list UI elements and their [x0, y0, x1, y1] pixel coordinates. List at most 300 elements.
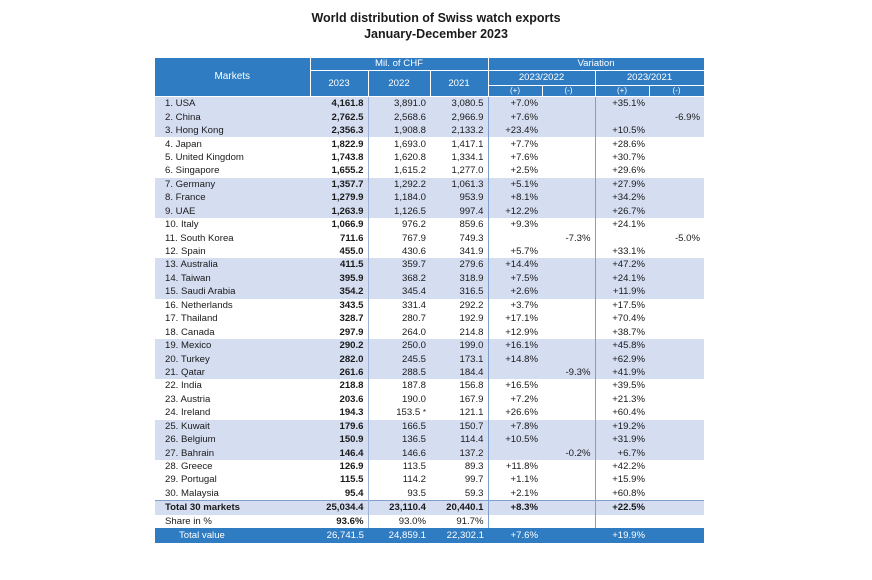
- exports-table: [155, 58, 705, 543]
- value-2021-cell: [430, 325, 488, 338]
- value-2022-cell-text: 976.2: [401, 219, 426, 231]
- value-2021-cell-text: 859.6: [459, 219, 484, 231]
- var-minus-2123-cell: [649, 406, 704, 419]
- total-row: [155, 501, 704, 515]
- share-2023: 93.6%: [310, 515, 368, 528]
- var-plus-2123-cell: [595, 352, 649, 365]
- value-2022-cell: [368, 325, 430, 338]
- value-2023-cell: [310, 218, 368, 231]
- var-minus-2123-cell: [649, 231, 704, 244]
- var-minus-2123-cell: [649, 272, 704, 285]
- value-2023-cell: [310, 151, 368, 164]
- var-minus-2223-cell: [542, 366, 595, 379]
- value-2021-cell-text: 89.3: [464, 461, 484, 473]
- var-plus-2223-cell: [488, 245, 542, 258]
- plus-header-2223: (+): [488, 86, 542, 97]
- total-plus-2123: +22.5%: [595, 501, 649, 515]
- var-minus-2123-cell-text: -6.9%: [674, 111, 701, 123]
- value-2022-cell-text: 245.5: [401, 353, 426, 365]
- value-2023-cell-text: 203.6: [339, 393, 364, 405]
- var-minus-2123-cell: [649, 124, 704, 137]
- market-cell: [155, 124, 310, 137]
- var-minus-2223-cell-text: -7.3%: [565, 232, 591, 244]
- value-2023-cell: [310, 97, 368, 111]
- grand-total-2023: 26,741.5: [310, 528, 368, 543]
- var-plus-2223-cell-text: +16.1%: [505, 340, 539, 352]
- value-2023-cell-text: 1,743.8: [331, 151, 364, 163]
- share-minus-2123: [649, 515, 704, 528]
- var-plus-2223-cell: [488, 420, 542, 433]
- market-cell-text: 24. Ireland: [165, 407, 211, 419]
- var-minus-2123-cell: [649, 352, 704, 365]
- value-2023-cell-text: 711.6: [340, 232, 364, 244]
- variation-group-header: Variation: [488, 58, 704, 71]
- value-2023-cell: [310, 137, 368, 150]
- value-2021-cell-text: 192.9: [459, 313, 484, 325]
- var-plus-2223-cell-text: +9.3%: [510, 219, 539, 231]
- value-2021-cell: [430, 339, 488, 352]
- table-row: [155, 124, 704, 137]
- table-row: [155, 393, 704, 406]
- value-2023-cell: [310, 285, 368, 298]
- var-plus-2223-cell-text: +8.1%: [510, 192, 539, 204]
- value-2023-cell: [310, 487, 368, 501]
- var-plus-2123-cell: [595, 446, 649, 459]
- value-2021-cell: [430, 473, 488, 486]
- value-2022-cell-text: 153.5: [396, 407, 421, 419]
- var-plus-2123-cell-text: +29.6%: [612, 165, 646, 177]
- market-cell-text: 18. Canada: [165, 326, 215, 338]
- value-2022-cell-text: 250.0: [401, 340, 426, 352]
- value-2021-cell-text: 3,080.5: [451, 98, 484, 110]
- market-cell: [155, 420, 310, 433]
- total-2023: 25,034.4: [310, 501, 368, 515]
- value-2023-cell: [310, 191, 368, 204]
- value-2021-cell: [430, 110, 488, 123]
- value-2023-cell-text: 179.6: [339, 420, 364, 432]
- var-plus-2123-cell-text: +33.1%: [612, 246, 646, 258]
- var-plus-2123-cell: [595, 218, 649, 231]
- market-cell-text: 19. Mexico: [165, 340, 212, 352]
- value-2022-cell: [368, 137, 430, 150]
- var-plus-2223-cell: [488, 124, 542, 137]
- var-plus-2223-cell-text: +7.0%: [510, 98, 539, 110]
- value-2022-cell-text: 1,292.2: [393, 178, 426, 190]
- value-2023-cell-text: 4,161.8: [331, 98, 364, 110]
- value-2023-cell: [310, 178, 368, 191]
- var-minus-2123-cell: [649, 164, 704, 177]
- value-2022-cell: [368, 258, 430, 271]
- report-subtitle: January-December 2023: [364, 27, 508, 41]
- report-title: World distribution of Swiss watch exports: [311, 11, 561, 25]
- value-2022-cell: [368, 487, 430, 501]
- var-plus-2123-cell: [595, 191, 649, 204]
- value-2021-cell: [430, 433, 488, 446]
- value-2021-cell-text: 292.2: [459, 299, 484, 311]
- var-plus-2223-cell-text: +1.1%: [510, 474, 539, 486]
- var-plus-2223-cell-text: +23.4%: [505, 125, 539, 137]
- market-cell-text: 20. Turkey: [165, 353, 210, 365]
- value-2022-cell-text: 280.7: [401, 313, 426, 325]
- var-plus-2123-cell: [595, 460, 649, 473]
- var-plus-2223-cell: [488, 205, 542, 218]
- var-minus-2123-cell: [649, 218, 704, 231]
- value-2023-cell-text: 95.4: [344, 487, 364, 499]
- var-plus-2123-cell-text: +28.6%: [612, 138, 646, 150]
- value-2022-cell-text: 767.9: [401, 232, 426, 244]
- share-2022: 93.0%: [368, 515, 430, 528]
- var-plus-2223-cell: [488, 393, 542, 406]
- var-plus-2223-cell: [488, 379, 542, 392]
- market-cell-text: 6. Singapore: [165, 165, 220, 177]
- market-cell-text: 14. Taiwan: [165, 272, 211, 284]
- var-minus-2123-cell: [649, 97, 704, 111]
- table-row: [155, 379, 704, 392]
- market-cell: [155, 312, 310, 325]
- value-2021-cell-text: 2,966.9: [451, 111, 484, 123]
- table-row: [155, 339, 704, 352]
- var-minus-2123-cell: [649, 258, 704, 271]
- market-cell: [155, 151, 310, 164]
- var-plus-2123-cell-text: +42.2%: [612, 461, 646, 473]
- value-2021-cell-text: 1,334.1: [451, 151, 484, 163]
- value-2023-cell-text: 218.8: [339, 380, 364, 392]
- market-cell: [155, 473, 310, 486]
- value-2022-cell: [368, 97, 430, 111]
- var-minus-2223-cell: [542, 178, 595, 191]
- total-minus-2223: [542, 501, 595, 515]
- market-cell-text: 27. Bahrain: [165, 447, 215, 459]
- footnote-mark: *: [422, 408, 426, 418]
- value-2021-cell: [430, 178, 488, 191]
- table-row: [155, 352, 704, 365]
- var-plus-2223-cell-text: +3.7%: [510, 299, 539, 311]
- table-row: [155, 272, 704, 285]
- value-2022-cell: [368, 124, 430, 137]
- value-2022-cell-text: 359.7: [401, 259, 426, 271]
- value-2022-cell: [368, 352, 430, 365]
- var-minus-2223-cell: [542, 352, 595, 365]
- var-plus-2123-cell-text: +15.9%: [612, 474, 646, 486]
- value-2022-cell-text: 1,615.2: [393, 165, 426, 177]
- var-minus-2223-cell: [542, 231, 595, 244]
- value-2021-cell: [430, 460, 488, 473]
- value-2021-cell-text: 2,133.2: [451, 125, 484, 137]
- value-2023-cell-text: 455.0: [339, 246, 364, 258]
- var-plus-2223-cell-text: +7.6%: [510, 111, 539, 123]
- value-2021-cell: [430, 231, 488, 244]
- var-minus-2123-cell: [649, 487, 704, 501]
- var-plus-2223-cell-text: +26.6%: [505, 407, 539, 419]
- market-cell: [155, 272, 310, 285]
- value-2021-cell-text: 1,061.3: [451, 178, 484, 190]
- value-2022-cell-text: 146.6: [401, 447, 426, 459]
- var-plus-2123-cell: [595, 487, 649, 501]
- var-plus-2223-cell-text: +2.1%: [510, 487, 539, 499]
- var-plus-2223-cell-text: +7.5%: [510, 272, 539, 284]
- table-row: [155, 299, 704, 312]
- var-plus-2123-cell-text: +27.9%: [612, 178, 646, 190]
- var-minus-2123-cell: [649, 379, 704, 392]
- var-minus-2123-cell: [649, 393, 704, 406]
- market-cell: [155, 178, 310, 191]
- value-2022-cell-text: 2,568.6: [393, 111, 426, 123]
- value-2022-cell: [368, 272, 430, 285]
- value-2023-cell: [310, 352, 368, 365]
- var-minus-2123-cell: [649, 205, 704, 218]
- var-minus-2223-cell: [542, 137, 595, 150]
- var-plus-2223-cell: [488, 406, 542, 419]
- table-row: [155, 487, 704, 501]
- var-plus-2223-cell: [488, 110, 542, 123]
- value-2022-cell-text: 288.5: [401, 366, 426, 378]
- market-cell-text: 25. Kuwait: [165, 420, 210, 432]
- grand-total-plus-2123: +19.9%: [595, 528, 649, 543]
- var-plus-2123-cell-text: +70.4%: [612, 313, 646, 325]
- var-minus-2123-cell-text: -5.0%: [674, 232, 701, 244]
- table-row: [155, 325, 704, 338]
- total-minus-2123: [649, 501, 704, 515]
- var-minus-2223-cell: [542, 393, 595, 406]
- value-2023-cell: [310, 446, 368, 459]
- table-row: [155, 258, 704, 271]
- value-2022-cell: [368, 285, 430, 298]
- var-minus-2223-cell: [542, 205, 595, 218]
- var-plus-2123-cell-text: +11.9%: [612, 286, 646, 298]
- share-row: [155, 515, 704, 528]
- market-cell: [155, 205, 310, 218]
- var-plus-2223-cell: [488, 285, 542, 298]
- value-2021-cell: [430, 446, 488, 459]
- var-plus-2223-cell: [488, 231, 542, 244]
- table-row: [155, 245, 704, 258]
- var-minus-2123-cell: [649, 325, 704, 338]
- market-cell-text: 15. Saudi Arabia: [165, 286, 236, 298]
- var-plus-2123-cell: [595, 339, 649, 352]
- value-2023-cell-text: 290.2: [339, 340, 364, 352]
- table-row: [155, 231, 704, 244]
- value-2021-cell-text: 953.9: [459, 192, 484, 204]
- value-2021-cell: [430, 285, 488, 298]
- var-minus-2123-cell: [649, 245, 704, 258]
- value-2022-cell: [368, 393, 430, 406]
- value-2023-cell: [310, 406, 368, 419]
- table-row: [155, 420, 704, 433]
- value-2021-cell-text: 121.1: [459, 407, 484, 419]
- var-plus-2223-cell: [488, 258, 542, 271]
- table-footer: [155, 501, 704, 543]
- market-cell: [155, 285, 310, 298]
- market-cell: [155, 366, 310, 379]
- value-2023-cell: [310, 245, 368, 258]
- var-plus-2223-cell-text: +7.8%: [510, 420, 539, 432]
- value-2022-cell-text: 1,126.5: [393, 205, 426, 217]
- var-minus-2223-cell: [542, 97, 595, 111]
- var-plus-2123-cell: [595, 366, 649, 379]
- report-titles: [0, 10, 872, 42]
- var-plus-2223-cell: [488, 299, 542, 312]
- var-plus-2223-cell-text: +5.1%: [510, 178, 539, 190]
- value-2022-cell: [368, 218, 430, 231]
- var-minus-2223-cell-text: -0.2%: [565, 447, 591, 459]
- var-minus-2223-cell: [542, 379, 595, 392]
- var-minus-2223-cell: [542, 285, 595, 298]
- value-2022-cell: [368, 299, 430, 312]
- table-row: [155, 366, 704, 379]
- var-minus-2223-cell: [542, 164, 595, 177]
- value-2022-cell-text: 93.5: [407, 487, 426, 499]
- market-cell: [155, 97, 310, 111]
- var-plus-2123-cell: [595, 285, 649, 298]
- var-plus-2223-cell-text: +7.6%: [510, 151, 539, 163]
- value-2021-cell: [430, 191, 488, 204]
- value-2021-cell-text: 167.9: [459, 393, 484, 405]
- market-cell: [155, 433, 310, 446]
- var-plus-2123-cell-text: +38.7%: [612, 326, 646, 338]
- minus-header-2223: (-): [542, 86, 595, 97]
- var-minus-2223-cell: [542, 151, 595, 164]
- var-plus-2223-cell-text: +5.7%: [510, 246, 539, 258]
- var-plus-2223-cell-text: +16.5%: [505, 380, 539, 392]
- var-minus-2123-cell: [649, 137, 704, 150]
- value-2023-cell: [310, 379, 368, 392]
- grand-total-2021: 22,302.1: [430, 528, 488, 543]
- market-cell-text: 1. USA: [165, 98, 196, 110]
- var-plus-2123-cell: [595, 406, 649, 419]
- value-2023-cell-text: 126.9: [339, 461, 364, 473]
- value-2022-cell: [368, 379, 430, 392]
- value-2022-cell-text: 1,620.8: [393, 151, 426, 163]
- year-header-2021: 2021: [430, 71, 488, 97]
- var-minus-2223-cell: [542, 446, 595, 459]
- value-2023-cell-text: 395.9: [339, 272, 364, 284]
- value-2022-cell: [368, 191, 430, 204]
- value-2022-cell-text: 264.0: [401, 326, 426, 338]
- value-2021-cell: [430, 299, 488, 312]
- value-2023-cell: [310, 460, 368, 473]
- share-plus-2123: [595, 515, 649, 528]
- table-row: [155, 97, 704, 111]
- value-2022-cell: [368, 406, 430, 419]
- value-2021-cell: [430, 124, 488, 137]
- var-plus-2223-cell: [488, 151, 542, 164]
- value-2021-cell: [430, 379, 488, 392]
- value-2021-cell: [430, 393, 488, 406]
- table-row: [155, 205, 704, 218]
- var-plus-2223-cell-text: +12.9%: [505, 326, 539, 338]
- market-cell: [155, 110, 310, 123]
- value-2022-cell-text: 3,891.0: [393, 98, 426, 110]
- total-label: Total 30 markets: [155, 501, 310, 515]
- value-2022-cell-text: 166.5: [401, 420, 426, 432]
- value-2022-cell: [368, 312, 430, 325]
- value-2021-cell-text: 279.6: [459, 259, 484, 271]
- market-cell: [155, 352, 310, 365]
- var-plus-2123-cell: [595, 393, 649, 406]
- var-plus-2123-cell-text: +47.2%: [612, 259, 646, 271]
- var-plus-2223-cell: [488, 366, 542, 379]
- var-plus-2123-cell-text: +17.5%: [612, 299, 646, 311]
- market-cell-text: 4. Japan: [165, 138, 202, 150]
- var-plus-2223-cell: [488, 178, 542, 191]
- var-plus-2123-cell-text: +26.7%: [612, 205, 646, 217]
- value-2022-cell: [368, 433, 430, 446]
- var-minus-2223-cell: [542, 339, 595, 352]
- market-cell-text: 3. Hong Kong: [165, 125, 224, 137]
- var-minus-2223-cell: [542, 258, 595, 271]
- table-row: [155, 164, 704, 177]
- value-2023-cell-text: 1,263.9: [331, 205, 364, 217]
- var-plus-2223-cell: [488, 164, 542, 177]
- year-header-2023: 2023: [310, 71, 368, 97]
- var-plus-2123-cell: [595, 137, 649, 150]
- table-row: [155, 218, 704, 231]
- value-2021-cell-text: 99.7: [464, 474, 484, 486]
- market-cell-text: 21. Qatar: [165, 366, 205, 378]
- total-plus-2223: +8.3%: [488, 501, 542, 515]
- value-2023-cell: [310, 420, 368, 433]
- market-cell: [155, 406, 310, 419]
- value-2023-cell-text: 194.3: [339, 407, 364, 419]
- value-2023-cell-text: 150.9: [339, 434, 364, 446]
- value-2022-cell: [368, 473, 430, 486]
- market-cell: [155, 446, 310, 459]
- market-cell: [155, 299, 310, 312]
- var-plus-2123-cell-text: +10.5%: [612, 125, 646, 137]
- grand-total-label: Total value: [155, 528, 310, 543]
- value-2021-cell: [430, 487, 488, 501]
- value-2022-cell-text: 187.8: [401, 380, 426, 392]
- value-2023-cell: [310, 339, 368, 352]
- market-cell: [155, 218, 310, 231]
- markets-header: Markets: [155, 58, 310, 97]
- var-plus-2223-cell: [488, 460, 542, 473]
- value-2021-cell-text: 997.4: [459, 205, 484, 217]
- var-minus-2223-cell: [542, 406, 595, 419]
- var-plus-2123-cell: [595, 205, 649, 218]
- var-plus-2123-cell-text: +21.3%: [612, 393, 646, 405]
- var-minus-2223-cell: [542, 433, 595, 446]
- value-2023-cell: [310, 473, 368, 486]
- var-minus-2223-cell-text: -9.3%: [565, 366, 591, 378]
- var-plus-2223-cell: [488, 312, 542, 325]
- var-plus-2223-cell: [488, 473, 542, 486]
- value-2022-cell: [368, 460, 430, 473]
- var-minus-2123-cell: [649, 110, 704, 123]
- var-plus-2223-cell-text: +2.5%: [510, 165, 539, 177]
- value-2023-cell: [310, 433, 368, 446]
- table-row: [155, 433, 704, 446]
- plus-header-2123: (+): [595, 86, 649, 97]
- value-2021-cell: [430, 366, 488, 379]
- value-2023-cell: [310, 272, 368, 285]
- market-cell-text: 10. Italy: [165, 219, 199, 231]
- value-2023-cell-text: 328.7: [339, 313, 364, 325]
- value-2023-cell-text: 1,822.9: [331, 138, 364, 150]
- value-2023-cell: [310, 312, 368, 325]
- grand-total-minus-2123: [649, 528, 704, 543]
- var-minus-2123-cell: [649, 312, 704, 325]
- var-plus-2223-cell-text: +11.8%: [505, 461, 539, 473]
- var-minus-2123-cell: [649, 366, 704, 379]
- var-minus-2123-cell: [649, 178, 704, 191]
- var-plus-2123-cell-text: +24.1%: [612, 219, 646, 231]
- market-cell: [155, 191, 310, 204]
- value-2023-cell-text: 411.5: [340, 259, 364, 271]
- table-row: [155, 110, 704, 123]
- var-plus-2123-cell-text: +41.9%: [612, 366, 646, 378]
- value-2023-cell: [310, 124, 368, 137]
